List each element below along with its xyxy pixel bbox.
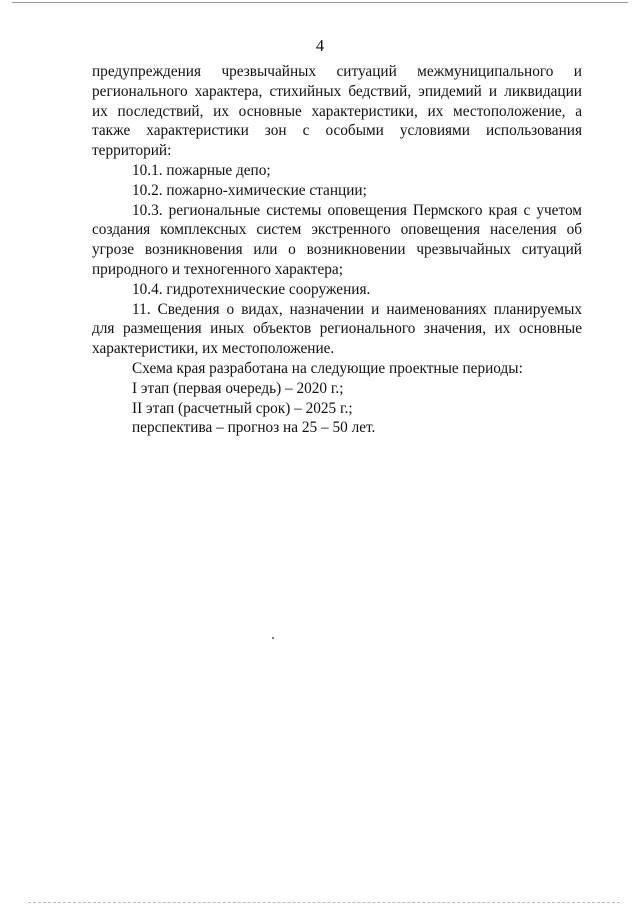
period-perspective: перспектива – прогноз на 25 – 50 лет. [132, 419, 376, 437]
list-item-10-4: 10.4. гидротехнические сооружения. [132, 280, 371, 298]
page-number: 4 [315, 36, 325, 55]
top-edge-line [12, 2, 628, 3]
period-stage-2: II этап (расчетный срок) – 2025 г.; [132, 399, 353, 417]
list-item-10-1: 10.1. пожарные депо; [132, 161, 271, 179]
scan-speck [272, 637, 274, 639]
paragraph-continuation: предупреждения чрезвычайных ситуаций межмуниципального и регионального характера, стихийных бедствий, эпидемий и ликвидации их последствий, их основные характеристики, их местоположение, а также характеристики зон с особыми условиями использования территорий: [92, 63, 582, 160]
section-11: 11. Сведения о видах, назначении и наименованиях планируемых для размещения иных объектов регионального значения, их основные характеристики, их местоположение. [92, 300, 582, 358]
periods-intro: Схема края разработана на следующие проектные периоды: [132, 359, 523, 377]
list-item-10-2: 10.2. пожарно-химические станции; [132, 181, 367, 199]
list-item-10-3: 10.3. региональные системы оповещения Пермского края с учетом создания комплексных систем экстренного оповещения населения об угрозе возникновения или о возникновении чрезвычайных ситуаций природного и техногенного характера; [92, 201, 582, 278]
period-stage-1: I этап (первая очередь) – 2020 г.; [132, 379, 344, 397]
document-body [92, 62, 582, 438]
bottom-edge-line [28, 902, 620, 904]
